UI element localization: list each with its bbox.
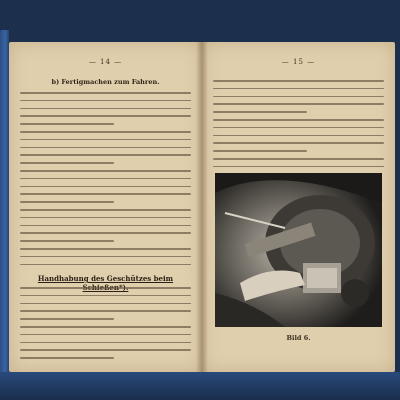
text-line — [20, 139, 191, 141]
text-line — [20, 162, 114, 164]
text-line — [20, 256, 191, 258]
right-page-number: — 15 — — [281, 58, 316, 66]
text-line — [20, 326, 191, 328]
book-gutter — [196, 42, 208, 372]
left-page-number: — 14 — — [88, 58, 123, 66]
text-line — [213, 158, 384, 160]
text-line — [20, 240, 114, 242]
gun-mechanism-illustration — [215, 173, 382, 327]
text-line — [20, 287, 191, 289]
text-line — [20, 217, 191, 219]
left-page — [9, 42, 202, 372]
text-line — [20, 303, 191, 305]
text-line — [20, 154, 191, 156]
text-line — [20, 248, 191, 250]
text-line — [20, 193, 191, 195]
text-line — [213, 150, 307, 152]
text-line — [20, 123, 114, 125]
text-line — [20, 357, 114, 359]
text-line — [213, 103, 384, 105]
text-line — [20, 342, 191, 344]
text-line — [213, 88, 384, 90]
text-line — [20, 349, 191, 351]
text-line — [20, 92, 191, 94]
text-line — [20, 108, 191, 110]
text-line — [20, 186, 191, 188]
text-line — [213, 166, 384, 168]
text-line — [20, 115, 191, 117]
figure-caption: Bild 6. — [286, 334, 311, 342]
text-line — [20, 225, 191, 227]
text-line — [20, 147, 191, 149]
text-line — [213, 119, 384, 121]
text-line — [213, 127, 384, 129]
right-page — [202, 42, 395, 372]
text-line — [213, 80, 384, 82]
text-line — [20, 100, 191, 102]
text-line — [213, 142, 384, 144]
text-line — [20, 295, 191, 297]
text-line — [20, 232, 191, 234]
text-line — [213, 111, 307, 113]
text-line — [20, 209, 191, 211]
text-line — [20, 310, 191, 312]
text-line — [20, 178, 191, 180]
text-line — [20, 201, 114, 203]
text-line — [213, 135, 384, 137]
book-cover-edge — [0, 30, 9, 375]
section-heading: b) Fertigmachen zum Fahren. — [51, 78, 160, 86]
text-line — [20, 334, 191, 336]
left-subheading: Handhabung des Geschützes beim — [37, 274, 174, 283]
figure-photo — [215, 173, 382, 327]
text-line — [20, 264, 191, 266]
text-line — [20, 131, 191, 133]
text-line — [20, 170, 191, 172]
book-cover-bottom — [0, 372, 400, 400]
text-line — [213, 96, 384, 98]
text-line — [20, 318, 114, 320]
